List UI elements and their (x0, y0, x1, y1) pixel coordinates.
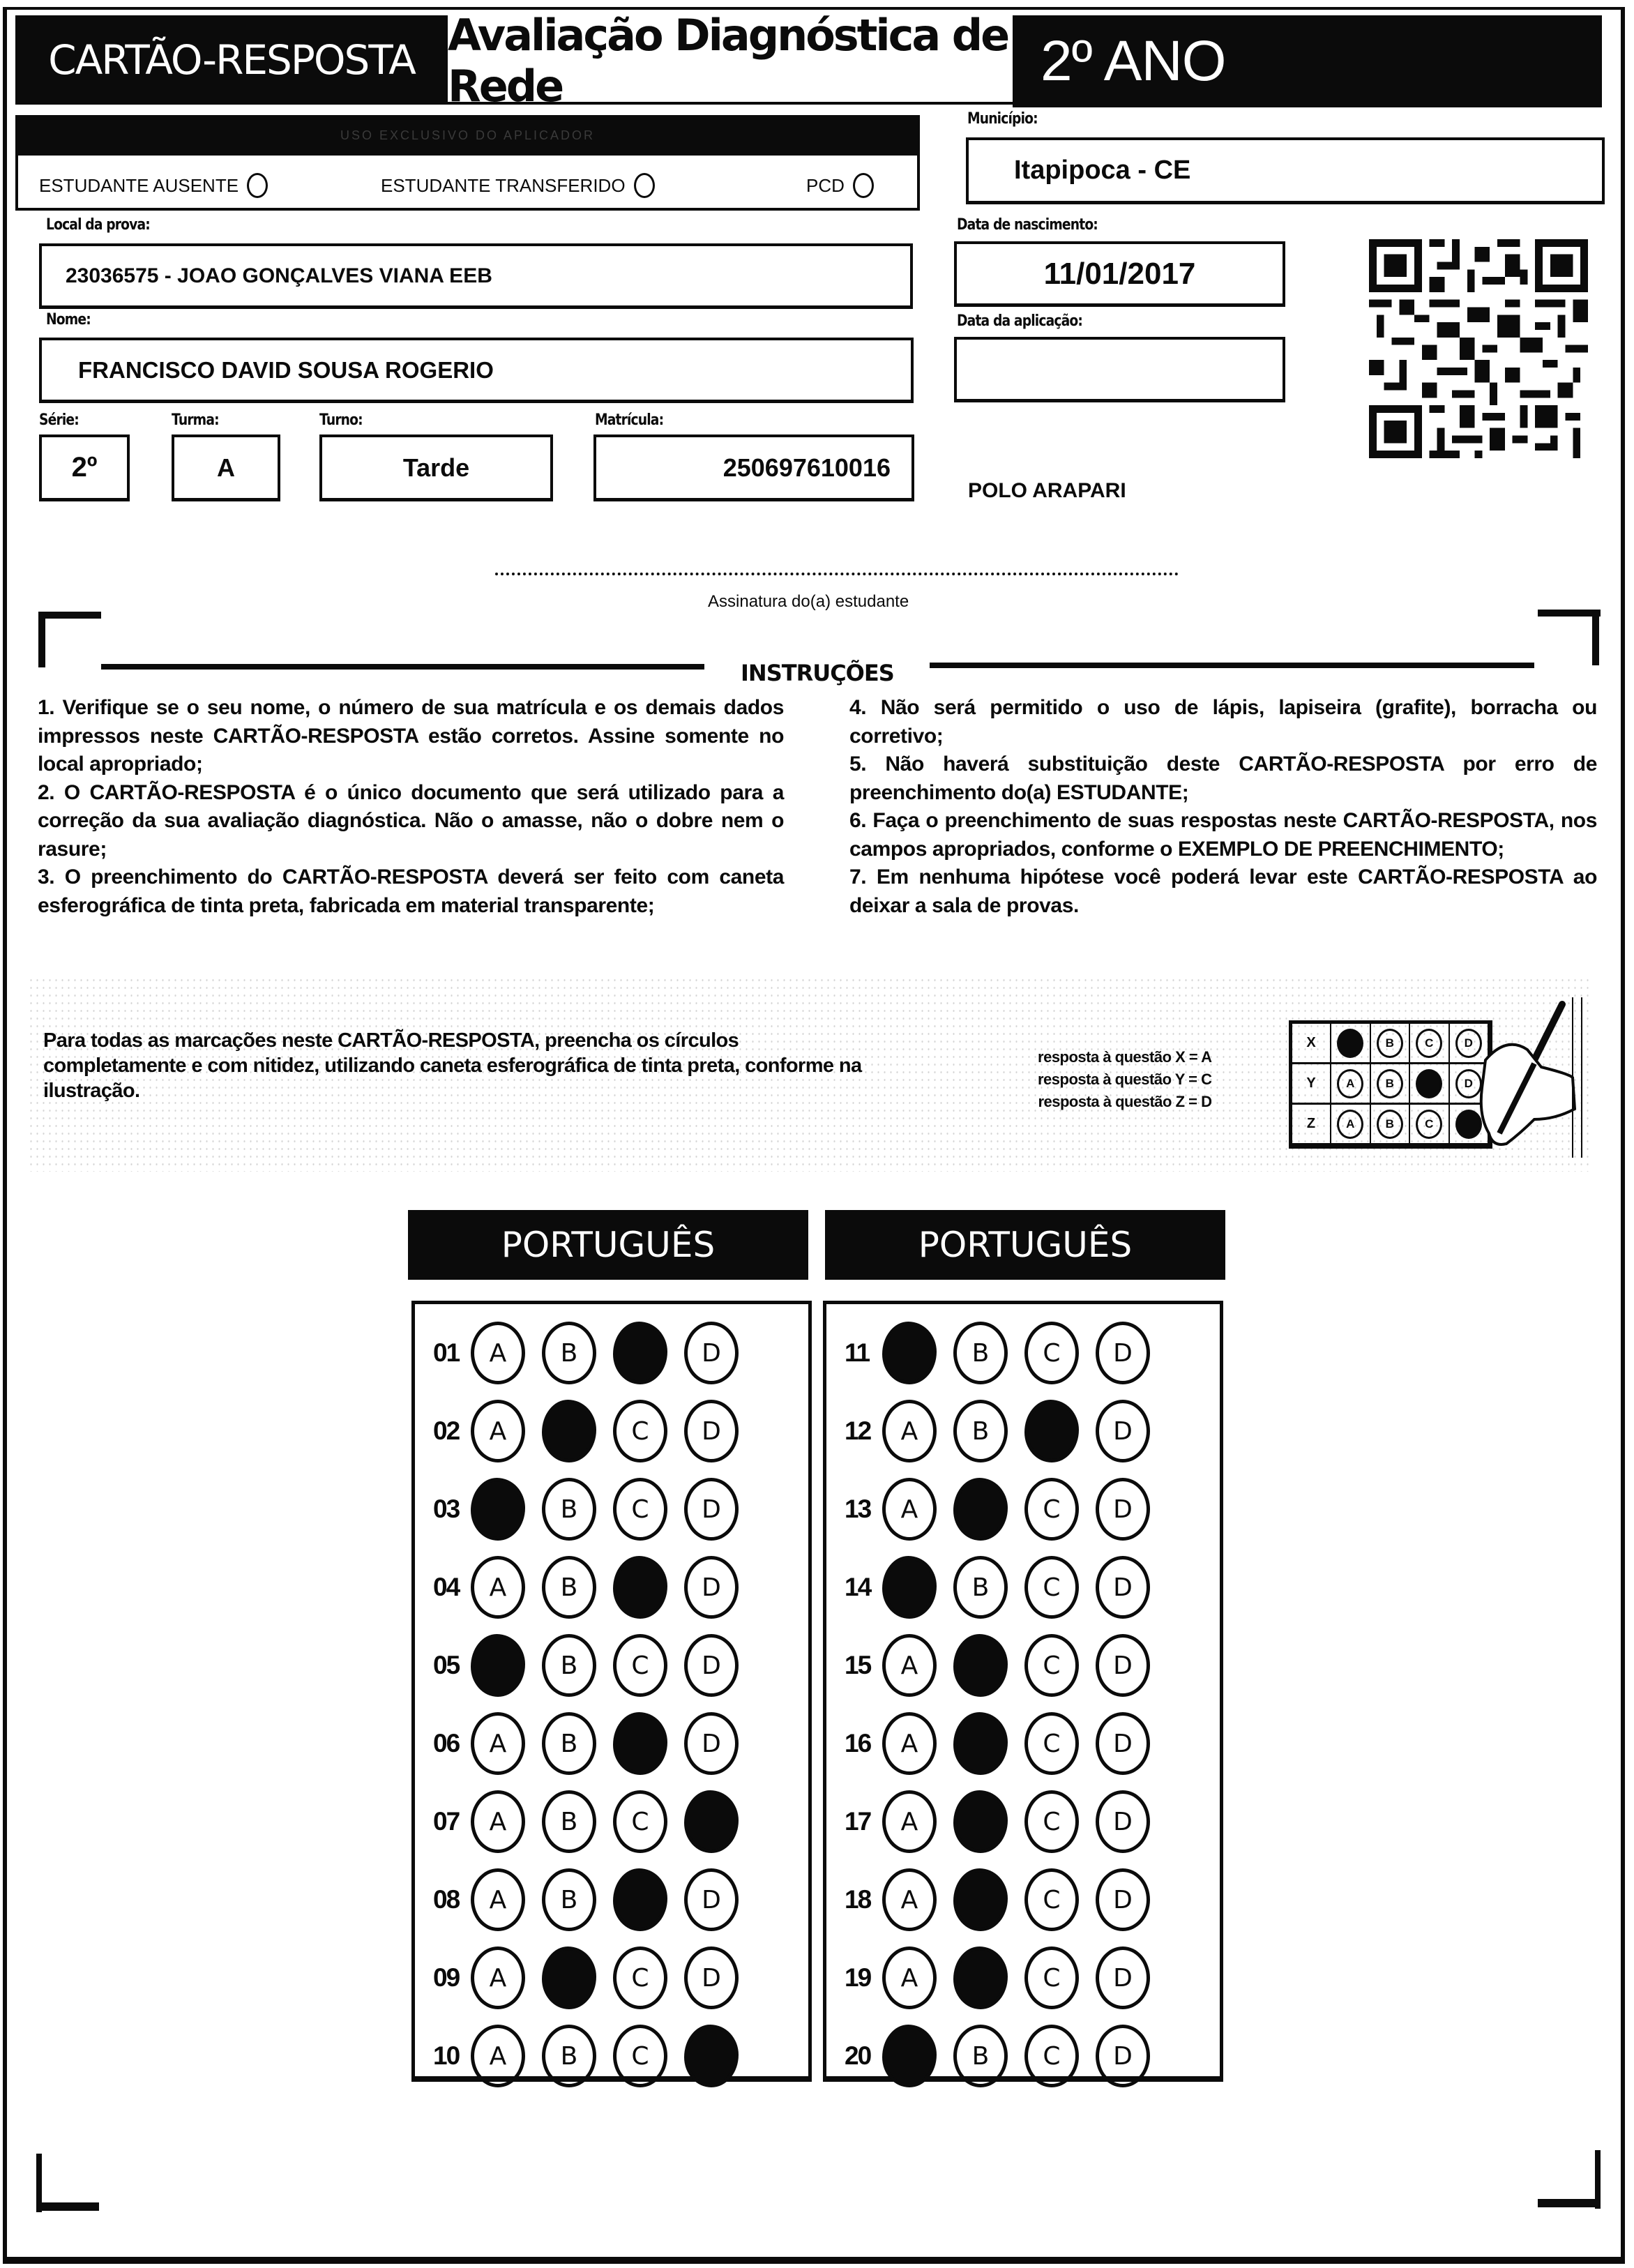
answer-bubble-c[interactable]: C (1024, 1868, 1079, 1931)
municipio-field (966, 137, 1605, 204)
instruction-item: 6. Faça o preenchimento de suas respostas neste CARTÃO-RESPOSTA, nos campos apropriados, conforme o EXEMPLO DE PREENCHIMENTO; (849, 809, 1597, 861)
answer-bubble-a[interactable] (471, 1478, 525, 1541)
question-number: 10 (433, 2041, 460, 2070)
answer-bubble-b[interactable]: B (542, 1712, 596, 1775)
example-bubble-b: B (1377, 1029, 1403, 1058)
question-number: 08 (433, 1885, 460, 1914)
question-number: 17 (845, 1807, 871, 1836)
nome-value: FRANCISCO DAVID SOUSA ROGERIO (78, 356, 494, 383)
answer-bubble-d[interactable]: D (684, 1478, 739, 1541)
answer-bubble-a[interactable] (882, 1322, 937, 1384)
example-bubble-c: C (1416, 1029, 1442, 1058)
answer-bubble-d[interactable] (684, 2025, 739, 2087)
instructions-title: INSTRUÇÕES (741, 660, 894, 686)
question-number: 13 (845, 1495, 871, 1523)
option-estudante-transferido[interactable] (381, 173, 655, 198)
answer-bubble-d[interactable]: D (684, 1556, 739, 1619)
question-number: 05 (433, 1651, 460, 1679)
answer-bubble-a[interactable]: A (471, 1556, 525, 1619)
instructions-rule-right (930, 663, 1534, 668)
local-prova-field (39, 243, 913, 309)
question-row (415, 1398, 808, 1465)
legend-line: resposta à questão X = A (1038, 1048, 1212, 1066)
answer-bubble-c[interactable] (613, 1556, 667, 1619)
turma-value: A (217, 453, 235, 482)
instruction-item: 7. Em nenhuma hipótese você poderá levar este CARTÃO-RESPOSTA ao deixar a sala de provas. (849, 865, 1597, 917)
question-row (415, 1710, 808, 1777)
question-row (826, 1866, 1220, 1933)
answer-bubble-a[interactable]: A (882, 1868, 937, 1931)
instructions-rule-left (101, 664, 704, 670)
example-bubble-a (1337, 1029, 1363, 1058)
local-prova-value: 23036575 - JOAO GONÇALVES VIANA EEB (66, 264, 492, 287)
answer-bubble-d[interactable]: D (1096, 1478, 1150, 1541)
answer-bubble-b[interactable] (542, 1946, 596, 2009)
aplicador-heading: USO EXCLUSIVO DO APLICADOR (15, 115, 920, 156)
answer-bubble-c[interactable]: C (613, 1946, 667, 2009)
answer-bubble-d[interactable]: D (1096, 1868, 1150, 1931)
answer-bubble-c[interactable]: C (613, 1400, 667, 1462)
answer-bubble-c[interactable]: C (1024, 1634, 1079, 1697)
option-pcd[interactable] (806, 173, 874, 198)
answer-bubble-d[interactable]: D (684, 1712, 739, 1775)
answer-bubble-a[interactable]: A (882, 1790, 937, 1853)
answer-bubble-c[interactable]: C (1024, 2025, 1079, 2087)
card-title: CARTÃO-RESPOSTA (15, 15, 448, 105)
question-number: 16 (845, 1729, 871, 1757)
option-label: ESTUDANTE AUSENTE (39, 174, 239, 196)
example-cell (1331, 1064, 1371, 1105)
answer-bubble-b[interactable]: B (542, 2025, 596, 2087)
answer-bubble-d[interactable]: D (684, 1322, 739, 1384)
answer-bubble-d[interactable]: D (1096, 1790, 1150, 1853)
question-number: 15 (845, 1651, 871, 1679)
answer-bubble-a[interactable]: A (471, 1322, 525, 1384)
municipio-label: Município: (967, 110, 1038, 128)
answer-bubble-d[interactable] (684, 1790, 739, 1853)
turno-field (319, 434, 553, 501)
answer-bubble-b[interactable] (953, 1634, 1008, 1697)
grade-title: 2º ANO (1013, 15, 1602, 107)
question-number: 20 (845, 2041, 871, 2070)
data-nascimento-label: Data de nascimento: (957, 216, 1098, 234)
radio-circle-icon[interactable] (247, 173, 268, 198)
example-question-label: Y (1292, 1064, 1331, 1105)
answer-bubble-a[interactable]: A (471, 1790, 525, 1853)
question-number: 14 (845, 1573, 871, 1601)
answer-sheet-1 (411, 1301, 812, 2082)
answer-bubble-b[interactable]: B (542, 1790, 596, 1853)
example-question-label: X (1292, 1024, 1331, 1064)
answer-bubble-c[interactable]: C (613, 1478, 667, 1541)
answer-bubble-d[interactable]: D (1096, 2025, 1150, 2087)
option-label: ESTUDANTE TRANSFERIDO (381, 174, 626, 196)
example-bubble-a: A (1337, 1110, 1363, 1139)
answer-bubble-d[interactable]: D (1096, 1556, 1150, 1619)
example-cell (1371, 1064, 1411, 1105)
data-nascimento-value: 11/01/2017 (1043, 256, 1196, 291)
corner-mark-bottom-right (1538, 2199, 1601, 2207)
polo-label: POLO ARAPARI (968, 479, 1126, 502)
answer-bubble-a[interactable]: A (882, 1712, 937, 1775)
answer-bubble-a[interactable] (471, 1634, 525, 1697)
answer-bubble-b[interactable]: B (542, 1634, 596, 1697)
example-bubble-a: A (1337, 1069, 1363, 1098)
question-row (415, 1788, 808, 1855)
example-cell (1410, 1024, 1450, 1064)
matricula-value: 250697610016 (723, 453, 891, 482)
nome-label: Nome: (46, 311, 91, 328)
answer-bubble-b[interactable]: B (953, 2025, 1008, 2087)
answer-bubble-c[interactable]: C (1024, 1712, 1079, 1775)
corner-mark-top-right (1592, 610, 1599, 665)
example-question-label: Z (1292, 1105, 1331, 1145)
answer-bubble-b[interactable]: B (953, 1556, 1008, 1619)
answer-bubble-c[interactable]: C (1024, 1946, 1079, 2009)
example-bubble-b: B (1377, 1110, 1403, 1139)
exam-title: Avaliação Diagnóstica de Rede (448, 19, 1013, 105)
legend-line: resposta à questão Z = D (1038, 1093, 1212, 1110)
turno-value: Tarde (402, 453, 470, 482)
corner-mark-bottom-left (36, 2202, 99, 2211)
fill-example-legend (1038, 1046, 1211, 1113)
answer-bubble-d[interactable]: D (684, 1946, 739, 2009)
aplicador-options (15, 155, 920, 211)
question-row (826, 1632, 1220, 1699)
question-row (415, 1554, 808, 1621)
question-number: 01 (433, 1338, 460, 1367)
local-prova-label: Local da prova: (46, 216, 150, 234)
answer-bubble-c[interactable]: C (1024, 1556, 1079, 1619)
corner-mark-top-left (38, 612, 45, 667)
answer-bubble-a[interactable]: A (882, 1478, 937, 1541)
answer-bubble-a[interactable]: A (471, 1712, 525, 1775)
serie-label: Série: (39, 411, 79, 429)
option-label: PCD (806, 174, 845, 196)
question-row (415, 1632, 808, 1699)
answer-bubble-c[interactable]: C (1024, 1322, 1079, 1384)
matricula-field (593, 434, 914, 501)
instruction-item: 4. Não será permitido o uso de lápis, lapiseira (grafite), borracha ou corretivo; (849, 696, 1597, 748)
instruction-item: 3. O preenchimento do CARTÃO-RESPOSTA deverá ser feito com caneta esferográfica de tinta preta, fabricada em material transparente; (38, 865, 784, 917)
answer-bubble-b[interactable]: B (542, 1868, 596, 1931)
instruction-item: 5. Não haverá substituição deste CARTÃO-RESPOSTA por erro de preenchimento do(a) ESTUDANTE; (849, 753, 1597, 804)
example-bubble-b: B (1377, 1069, 1403, 1098)
answer-bubble-b[interactable]: B (953, 1400, 1008, 1462)
answer-bubble-a[interactable]: A (471, 1400, 525, 1462)
answer-bubble-c[interactable]: C (613, 2025, 667, 2087)
answer-bubble-d[interactable]: D (684, 1400, 739, 1462)
answer-bubble-a[interactable] (882, 2025, 937, 2087)
answer-bubble-c[interactable] (613, 1868, 667, 1931)
question-row (415, 2023, 808, 2089)
matricula-label: Matrícula: (595, 411, 664, 429)
turma-field (172, 434, 280, 501)
instructions-left-column (38, 694, 784, 920)
question-row (826, 1788, 1220, 1855)
data-aplicacao-field[interactable] (954, 337, 1285, 402)
question-row (826, 1320, 1220, 1386)
answer-bubble-d[interactable]: D (1096, 1322, 1150, 1384)
answer-bubble-c[interactable]: C (1024, 1478, 1079, 1541)
instructions-right-column (849, 694, 1597, 920)
example-cell (1371, 1105, 1411, 1145)
serie-value: 2º (71, 452, 98, 483)
example-bubble-c (1416, 1069, 1442, 1098)
qr-code-icon (1367, 239, 1590, 458)
option-estudante-ausente[interactable] (39, 173, 268, 198)
answer-bubble-d[interactable]: D (1096, 1400, 1150, 1462)
question-number: 12 (845, 1416, 871, 1445)
signature-line[interactable] (495, 573, 1179, 575)
question-number: 06 (433, 1729, 460, 1757)
fill-instruction-note: Para todas as marcações neste CARTÃO-RESPOSTA, preencha os círculos completamente e com nitidez, utilizando caneta esferográfica de tinta preta, conforme na ilustração. (43, 1029, 862, 1102)
example-cell (1410, 1105, 1450, 1145)
answer-bubble-a[interactable]: A (882, 1634, 937, 1697)
answer-bubble-a[interactable]: A (471, 2025, 525, 2087)
answer-bubble-b[interactable] (953, 1478, 1008, 1541)
question-row (826, 2023, 1220, 2089)
nome-field (39, 338, 914, 403)
data-nascimento-field (954, 241, 1285, 307)
example-bubble-d: D (1455, 1069, 1482, 1098)
radio-circle-icon[interactable] (634, 173, 655, 198)
answer-bubble-b[interactable] (542, 1400, 596, 1462)
question-number: 07 (433, 1807, 460, 1836)
question-row (826, 1944, 1220, 2011)
question-number: 19 (845, 1963, 871, 1992)
question-number: 03 (433, 1495, 460, 1523)
radio-circle-icon[interactable] (853, 173, 874, 198)
question-number: 04 (433, 1573, 460, 1601)
serie-field (39, 434, 130, 501)
example-bubble-d: D (1455, 1029, 1482, 1058)
answer-bubble-d[interactable]: D (684, 1868, 739, 1931)
question-row (415, 1320, 808, 1386)
answer-bubble-c[interactable] (613, 1712, 667, 1775)
question-row (415, 1476, 808, 1543)
example-bubble-c: C (1416, 1110, 1442, 1139)
answer-bubble-c[interactable]: C (613, 1634, 667, 1697)
question-number: 02 (433, 1416, 460, 1445)
answer-bubble-c[interactable] (613, 1322, 667, 1384)
hand-with-pen-icon (1458, 997, 1590, 1158)
answer-bubble-d[interactable]: D (684, 1634, 739, 1697)
corner-mark-top-right (1538, 610, 1601, 617)
answer-bubble-b[interactable]: B (542, 1478, 596, 1541)
answer-bubble-a[interactable]: A (471, 1946, 525, 2009)
question-row (415, 1944, 808, 2011)
answer-bubble-a[interactable] (882, 1556, 937, 1619)
answer-sheet-2 (823, 1301, 1223, 2082)
municipio-value: Itapipoca - CE (1014, 156, 1191, 185)
question-row (826, 1398, 1220, 1465)
answer-bubble-d[interactable]: D (1096, 1712, 1150, 1775)
answer-bubble-c[interactable]: C (613, 1790, 667, 1853)
subject-header-1: PORTUGUÊS (408, 1210, 808, 1280)
answer-bubble-b[interactable] (953, 1790, 1008, 1853)
question-row (415, 1866, 808, 1933)
answer-bubble-d[interactable]: D (1096, 1634, 1150, 1697)
example-cell (1331, 1105, 1371, 1145)
instruction-item: 1. Verifique se o seu nome, o número de sua matrícula e os demais dados impressos neste CARTÃO-RESPOSTA estão corretos. Assine somente no local apropriado; (38, 696, 784, 776)
example-cell (1410, 1064, 1450, 1105)
answer-bubble-a[interactable]: A (882, 1400, 937, 1462)
answer-bubble-b[interactable] (953, 1946, 1008, 2009)
answer-bubble-a[interactable]: A (882, 1946, 937, 2009)
example-cell (1331, 1024, 1371, 1064)
turno-label: Turno: (319, 411, 363, 429)
question-number: 11 (845, 1338, 870, 1367)
answer-bubble-d[interactable]: D (1096, 1946, 1150, 2009)
question-row (826, 1710, 1220, 1777)
question-row (826, 1554, 1220, 1621)
answer-bubble-b[interactable]: B (542, 1322, 596, 1384)
answer-bubble-a[interactable]: A (471, 1868, 525, 1931)
answer-bubble-b[interactable] (953, 1712, 1008, 1775)
turma-label: Turma: (172, 411, 219, 429)
data-aplicacao-label: Data da aplicação: (957, 312, 1082, 330)
subject-header-2: PORTUGUÊS (825, 1210, 1225, 1280)
answer-bubble-b[interactable]: B (953, 1322, 1008, 1384)
legend-line: resposta à questão Y = C (1038, 1071, 1212, 1088)
answer-bubble-b[interactable] (953, 1868, 1008, 1931)
question-row (826, 1476, 1220, 1543)
answer-bubble-b[interactable]: B (542, 1556, 596, 1619)
signature-label: Assinatura do(a) estudante (708, 592, 909, 611)
example-cell (1371, 1024, 1411, 1064)
answer-bubble-c[interactable] (1024, 1400, 1079, 1462)
answer-bubble-c[interactable]: C (1024, 1790, 1079, 1853)
question-number: 09 (433, 1963, 460, 1992)
corner-mark-top-left (38, 612, 101, 619)
question-number: 18 (845, 1885, 871, 1914)
instruction-item: 2. O CARTÃO-RESPOSTA é o único documento que será utilizado para a correção da sua avaliação diagnóstica. Não o amasse, não o dobre nem o rasure; (38, 780, 784, 861)
